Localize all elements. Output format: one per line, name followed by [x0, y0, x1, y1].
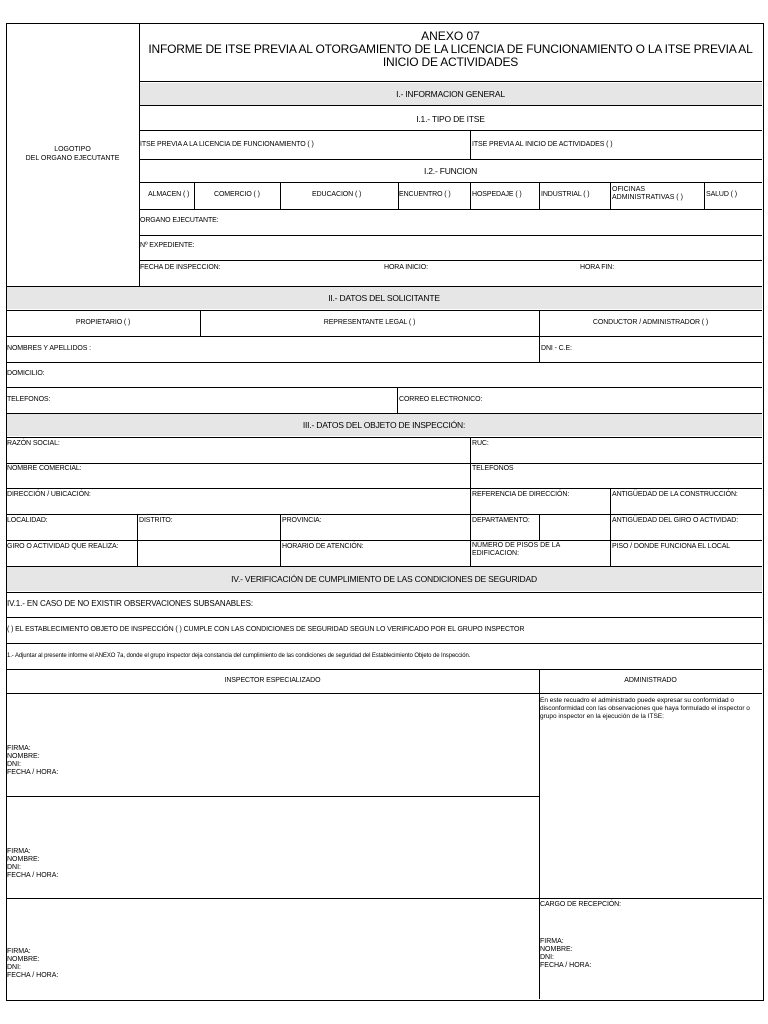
firma-label: FIRMA: [540, 938, 564, 945]
inspector-signature-1 [7, 745, 58, 777]
administrado-text: En este recuadro el administrado puede expresar su conformidad o disconformidad con las observaciones que haya formulado el inspector o grupo inspector en la ejecución de la ITSE: [540, 697, 750, 720]
cumple-statement[interactable]: ( ) EL ESTABLECIMIENTO OBJETO DE INSPECCIÓN ( ) CUMPLE CON LAS CONDICIONES DE SEGURIDAD SEGUN LO VERIFICADO POR EL GRUPO INSPECTOR [7, 626, 525, 633]
funcion-comercio[interactable]: COMERCIO ( ) [214, 191, 260, 198]
funcion-almacen[interactable]: ALMACEN ( ) [148, 191, 190, 198]
administrado-heading: ADMINISTRADO [624, 677, 677, 684]
section-4-heading: IV.- VERIFICACIÓN DE CUMPLIMIENTO DE LAS CONDICIONES DE SEGURIDAD [231, 574, 537, 584]
hora-inicio-label: HORA INICIO: [384, 264, 428, 271]
departamento-label: DEPARTAMENTO: [472, 517, 530, 524]
itse-report-form [6, 23, 764, 1001]
inspector-signature-3 [7, 948, 58, 980]
nombre-label: NOMBRE: [7, 856, 40, 863]
direccion-label: DIRECCIÓN / UBICACIÓN: [7, 491, 91, 498]
tipo-previa-inicio[interactable]: ITSE PREVIA AL INICIO DE ACTIVIDADES ( ) [472, 141, 613, 148]
dni-label: DNI: [7, 964, 21, 971]
dni-ce-label: DNI - C.E: [541, 345, 572, 352]
ruc-label: RUC: [472, 440, 489, 447]
razon-social-label: RAZÓN SOCIAL: [7, 440, 60, 447]
referencia-label: REFERENCIA DE DIRECCIÓN: [472, 491, 570, 498]
correo-label: CORREO ELECTRONICO: [399, 396, 483, 403]
telefonos-objeto-label: TELEFONOS [472, 465, 514, 472]
horario-label: HORARIO DE ATENCIÓN: [282, 543, 364, 550]
fecha-hora-label: FECHA / HORA: [540, 962, 592, 969]
tipo-previa-licencia[interactable]: ITSE PREVIA A LA LICENCIA DE FUNCIONAMIENTO ( ) [140, 141, 314, 148]
logo-placeholder [6, 145, 139, 163]
funcion-salud[interactable]: SALUD ( ) [706, 191, 737, 198]
logo-line-1: LOGOTIPO [54, 146, 91, 153]
dni-label: DNI: [540, 954, 554, 961]
firma-label: FIRMA: [7, 745, 31, 752]
funcion-heading: I.2.- FUNCION [423, 166, 478, 176]
provincia-label: PROVINCIA: [282, 517, 322, 524]
fecha-hora-label: FECHA / HORA: [7, 972, 59, 979]
funcion-encuentro[interactable]: ENCUENTRO ( ) [399, 191, 451, 198]
fecha-hora-label: FECHA / HORA: [7, 872, 59, 879]
telefonos-label: TELEFONOS: [7, 396, 51, 403]
fecha-hora-label: FECHA / HORA: [7, 769, 59, 776]
giro-label: GIRO O ACTIVIDAD QUE REALIZA: [7, 543, 119, 550]
representante-option[interactable]: REPRESENTANTE LEGAL ( ) [323, 319, 416, 326]
tipo-itse-heading: I.1.- TIPO DE ITSE [416, 114, 485, 124]
funcion-hospedaje[interactable]: HOSPEDAJE ( ) [472, 191, 522, 198]
dni-label: DNI: [7, 761, 21, 768]
cargo-recepcion-label: CARGO DE RECEPCIÓN: [540, 901, 621, 908]
fecha-inspeccion-label: FECHA DE INSPECCION: [140, 264, 221, 271]
annex-label: ANEXO 07 [421, 29, 480, 43]
firma-label: FIRMA: [7, 848, 31, 855]
conductor-option[interactable]: CONDUCTOR / ADMINISTRADOR ( ) [592, 319, 709, 326]
hora-fin-label: HORA FIN: [580, 264, 615, 271]
organo-ejecutante-label: ORGANO EJECUTANTE: [140, 217, 219, 224]
section-2-heading: II.- DATOS DEL SOLICITANTE [328, 293, 440, 303]
logo-line-2: DEL ORGANO EJECUTANTE [25, 155, 120, 162]
funcion-industrial[interactable]: INDUSTRIAL ( ) [541, 191, 590, 198]
inspector-heading: INSPECTOR ESPECIALIZADO [224, 677, 321, 684]
nota-anexo-7a: 1.- Adjuntar al presente informe el ANEXO 7a, donde el grupo inspector deja constancia del cumplimiento de las condiciones de seguridad del Establecimiento Objeto de Inspección. [7, 653, 471, 659]
funcion-educacion[interactable]: EDUCACION ( ) [312, 191, 362, 198]
localidad-label: LOCALIDAD: [7, 517, 48, 524]
piso-donde-label: PISO / DONDE FUNCIONA EL LOCAL [612, 543, 731, 550]
nombre-comercial-label: NOMBRE COMERCIAL: [7, 465, 82, 472]
domicilio-label: DOMICILIO: [7, 370, 45, 377]
section-4-1-heading: IV.1.- EN CASO DE NO EXISTIR OBSERVACIONES SUBSANABLES: [7, 599, 253, 608]
section-1-heading: I.- INFORMACION GENERAL [396, 89, 505, 99]
expediente-label: Nº EXPEDIENTE: [140, 242, 195, 249]
funcion-oficinas[interactable]: OFICINAS ADMINISTRATIVAS ( ) [612, 186, 683, 201]
antiguedad-giro-label: ANTIGÜEDAD DEL GIRO O ACTIVIDAD: [612, 517, 739, 524]
nombres-label: NOMBRES Y APELLIDOS : [7, 345, 92, 352]
nombre-label: NOMBRE: [540, 946, 573, 953]
firma-label: FIRMA: [7, 948, 31, 955]
administrado-signature [540, 938, 591, 970]
nombre-label: NOMBRE: [7, 753, 40, 760]
propietario-option[interactable]: PROPIETARIO ( ) [75, 319, 131, 326]
pisos-label: NÚMERO DE PISOS DE LA EDIFICACION: [472, 542, 560, 557]
page-title: INFORME DE ITSE PREVIA AL OTORGAMIENTO DE LA LICENCIA DE FUNCIONAMIENTO O LA ITSE PREVIA AL INICIO DE ACTIVIDADES [148, 42, 753, 69]
dni-label: DNI: [7, 864, 21, 871]
antiguedad-construccion-label: ANTIGÜEDAD DE LA CONSTRUCCIÓN: [612, 491, 738, 498]
section-3-heading: III.- DATOS DEL OBJETO DE INSPECCIÓN: [302, 420, 466, 430]
nombre-label: NOMBRE: [7, 956, 40, 963]
distrito-label: DISTRITO: [139, 517, 173, 524]
inspector-signature-2 [7, 848, 58, 880]
